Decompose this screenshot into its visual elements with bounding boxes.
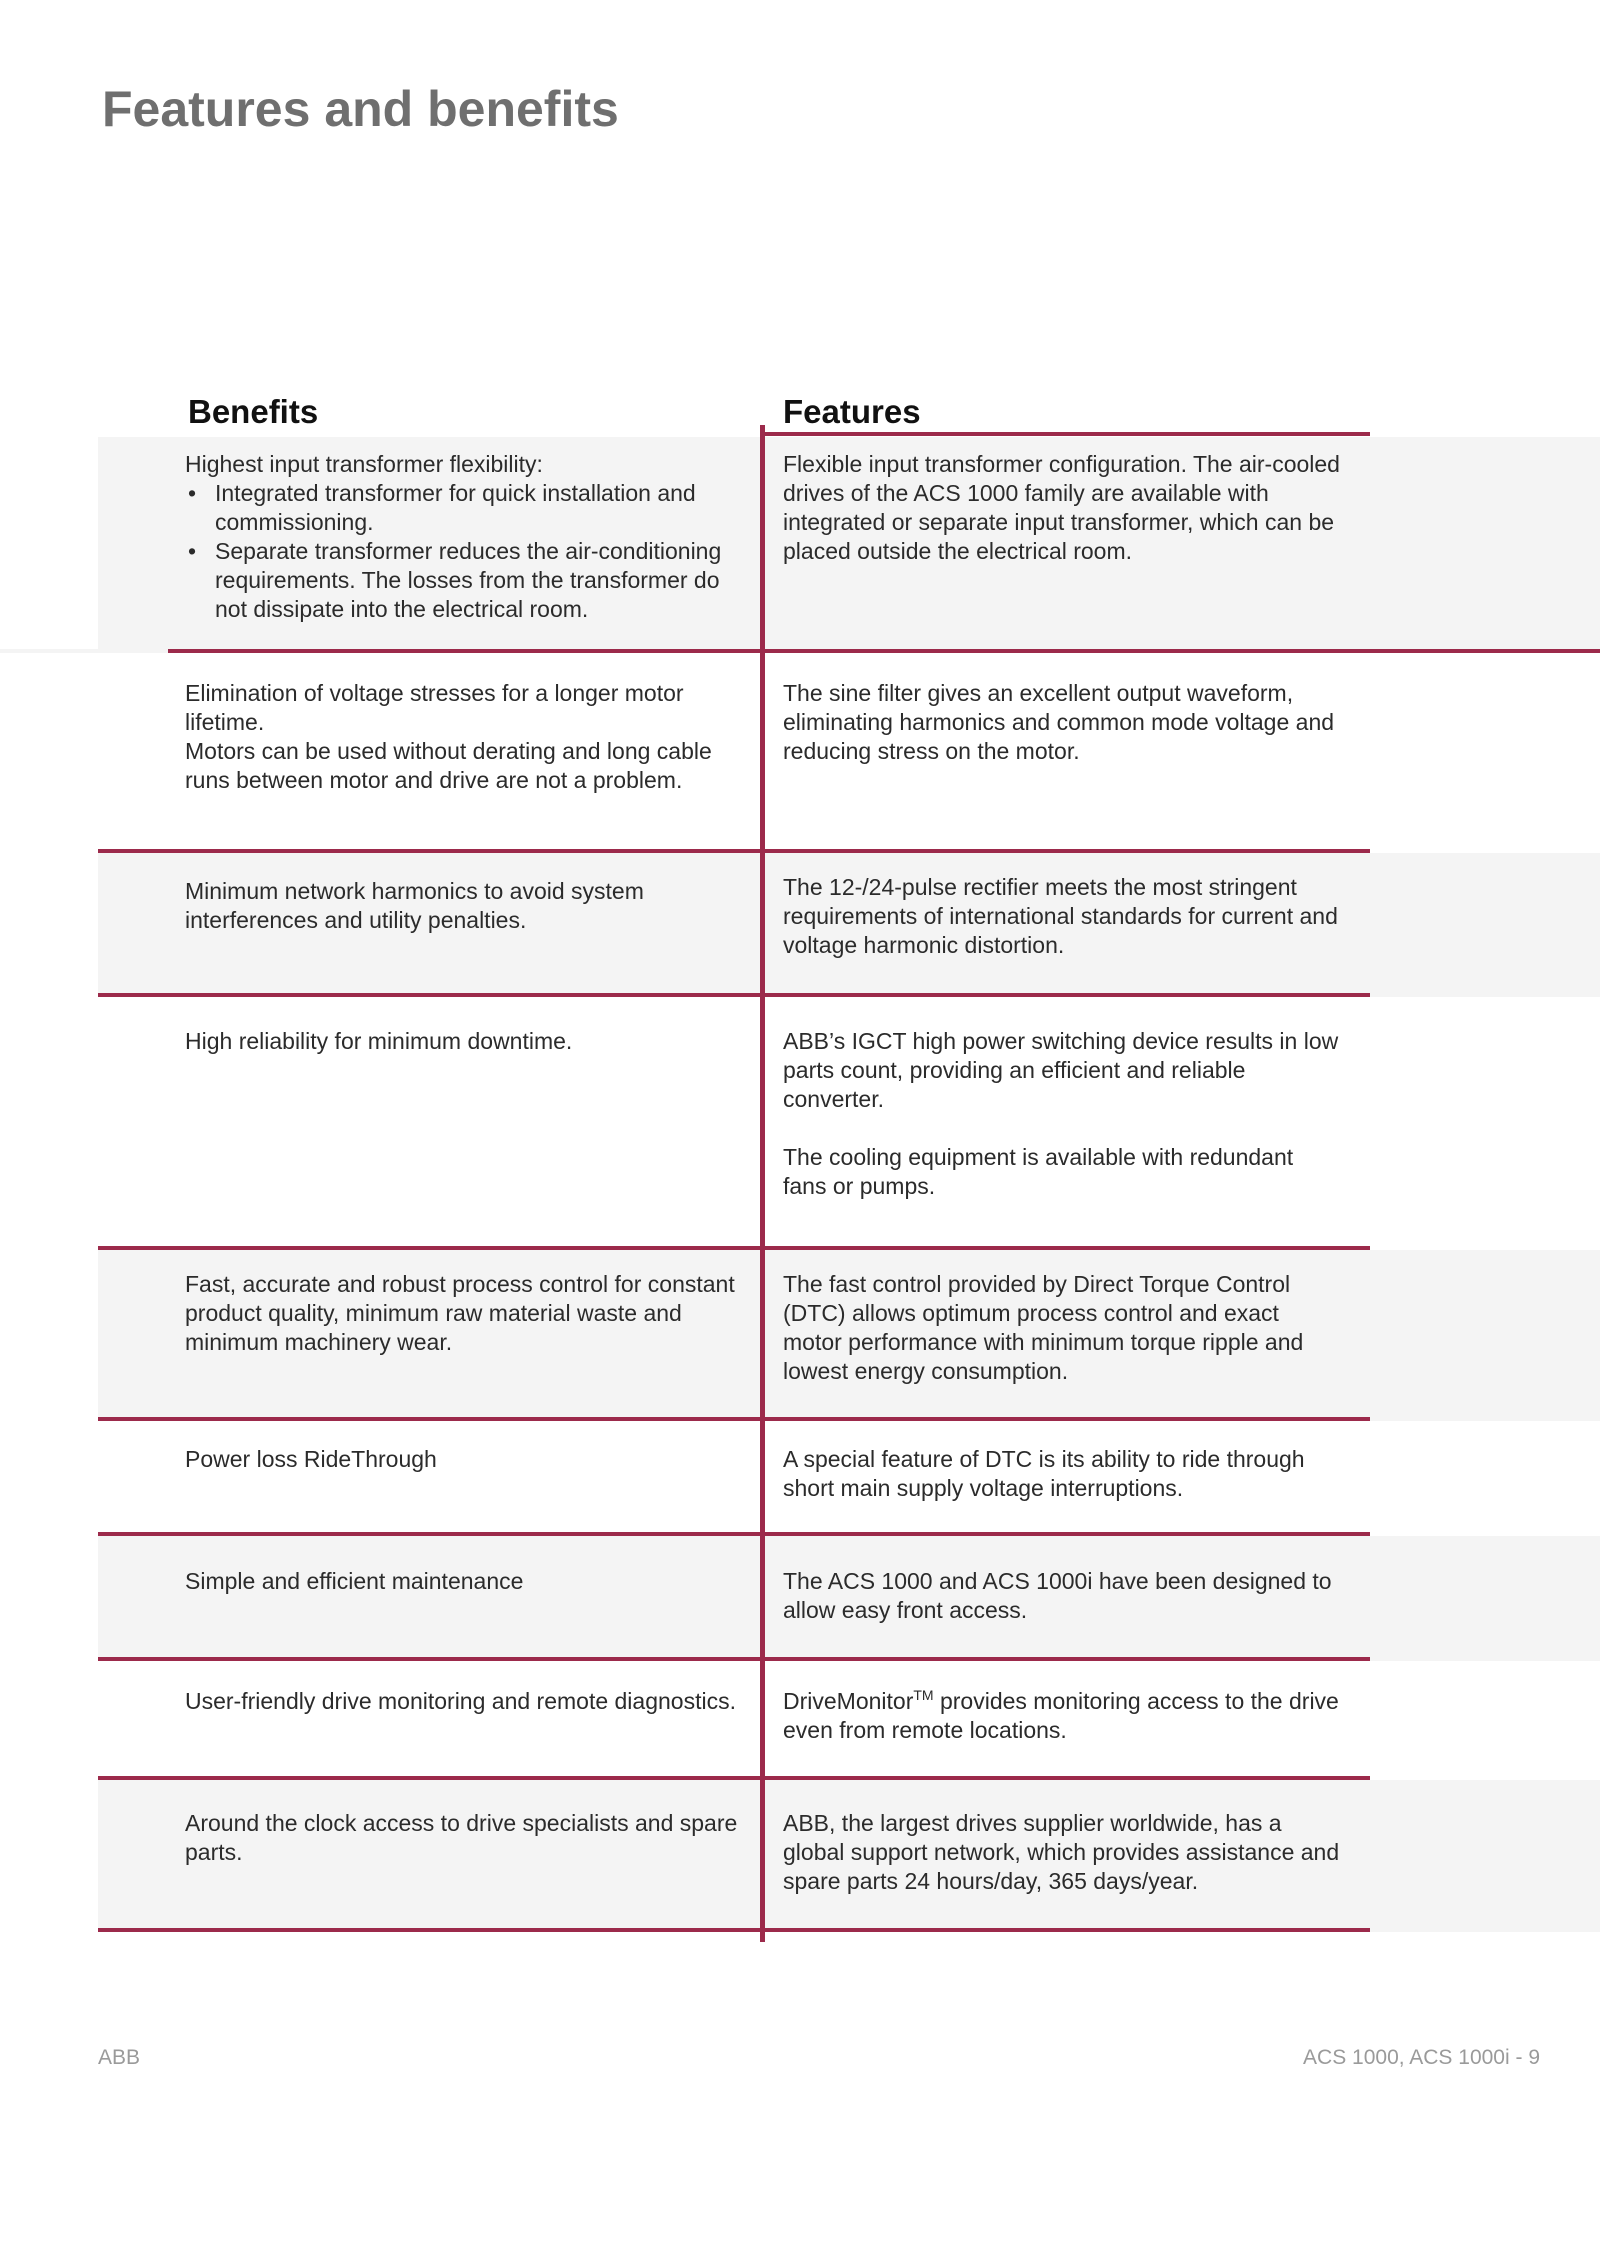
feature-text: The cooling equipment is available with redundant fans or pumps. [783,1144,1294,1199]
list-item: • Separate transformer reduces the air-conditioning requirements. The losses from the transformer do not dissipate into the electrical room. [188,538,722,622]
table-row [0,1661,1600,1780]
features-benefits-table [0,393,1600,1932]
feature-cell [783,679,1343,766]
feature-text: The fast control provided by Direct Torque Control (DTC) allows optimum process control and exact motor performance with minimum torque ripple and lowest energy consumption. [783,1271,1304,1384]
table-header [0,393,1600,433]
benefit-cell [185,679,745,795]
header-divider [764,432,1370,436]
feature-text: ABB, the largest drives supplier worldwide, has a global support network, which provides assistance and spare parts 24 hours/day, 365 days/year. [783,1810,1340,1894]
benefit-cell [185,1809,745,1867]
table-row [0,1536,1600,1661]
benefit-cell [185,1027,745,1056]
trademark-sup: TM [913,1687,934,1703]
table-row [0,997,1600,1250]
benefit-text: Simple and efficient maintenance [185,1568,524,1594]
table-row [0,653,1600,853]
benefit-text: User-friendly drive monitoring and remote diagnostics. [185,1688,736,1714]
feature-text: The ACS 1000 and ACS 1000i have been designed to allow easy front access. [783,1568,1332,1623]
feature-cell [783,1445,1343,1503]
feature-cell [783,873,1343,960]
benefit-list [185,479,745,624]
table-row [0,1780,1600,1932]
table-row [0,853,1600,997]
benefit-text: Elimination of voltage stresses for a longer motor lifetime. [185,680,684,735]
feature-text: The sine filter gives an excellent output waveform, eliminating harmonics and common mode voltage and reducing stress on the motor. [783,680,1335,764]
list-item: • Integrated transformer for quick installation and commissioning. [188,480,696,535]
table-row [0,1421,1600,1536]
table-body [0,437,1600,1932]
bullet-icon: • [188,538,197,564]
footer-page-number: ACS 1000, ACS 1000i - 9 [1303,2046,1540,2069]
benefit-intro: Highest input transformer flexibility: [185,451,543,477]
feature-cell [783,450,1343,566]
footer-brand: ABB [98,2046,141,2069]
feature-text: DriveMonitor™ provides monitoring access to the drive even from remote locations. [783,1687,1339,1743]
feature-cell [783,1027,1343,1201]
benefit-text: Motors can be used without derating and long cable runs between motor and drive are not a problem. [185,738,712,793]
benefit-text: Fast, accurate and robust process control for constant product quality, minimum raw material waste and minimum machinery wear. [185,1271,735,1355]
benefit-cell [185,450,745,624]
table-row [0,437,1600,653]
benefit-cell [185,1567,745,1596]
benefit-text: Minimum network harmonics to avoid system interferences and utility penalties. [185,878,644,933]
benefit-text: Power loss RideThrough [185,1446,437,1472]
feature-text: The 12-/24-pulse rectifier meets the most stringent requirements of international standards for current and voltage harmonic distortion. [783,874,1338,958]
benefit-cell [185,1445,745,1474]
page-title: Features and benefits [102,81,619,137]
table-row [0,1250,1600,1421]
feature-text: ABB’s IGCT high power switching device results in low parts count, providing an efficient and reliable converter. [783,1028,1339,1112]
feature-cell [783,1809,1343,1896]
feature-cell [783,1687,1343,1745]
feature-cell [783,1270,1343,1386]
benefits-header: Benefits [188,393,319,430]
feature-text: A special feature of DTC is its ability to ride through short main supply voltage interruptions. [783,1446,1305,1501]
feature-cell [783,1567,1343,1625]
feature-text: Flexible input transformer configuration. The air-cooled drives of the ACS 1000 family are available with integrated or separate input transformer, which can be placed outside the electrical room. [783,451,1340,564]
bullet-icon: • [188,480,197,506]
benefit-text: Around the clock access to drive specialists and spare parts. [185,1810,738,1865]
benefit-cell [185,1270,745,1357]
benefit-text: High reliability for minimum downtime. [185,1028,573,1054]
benefit-cell [185,877,745,935]
benefit-cell [185,1687,745,1716]
features-header: Features [783,393,921,430]
